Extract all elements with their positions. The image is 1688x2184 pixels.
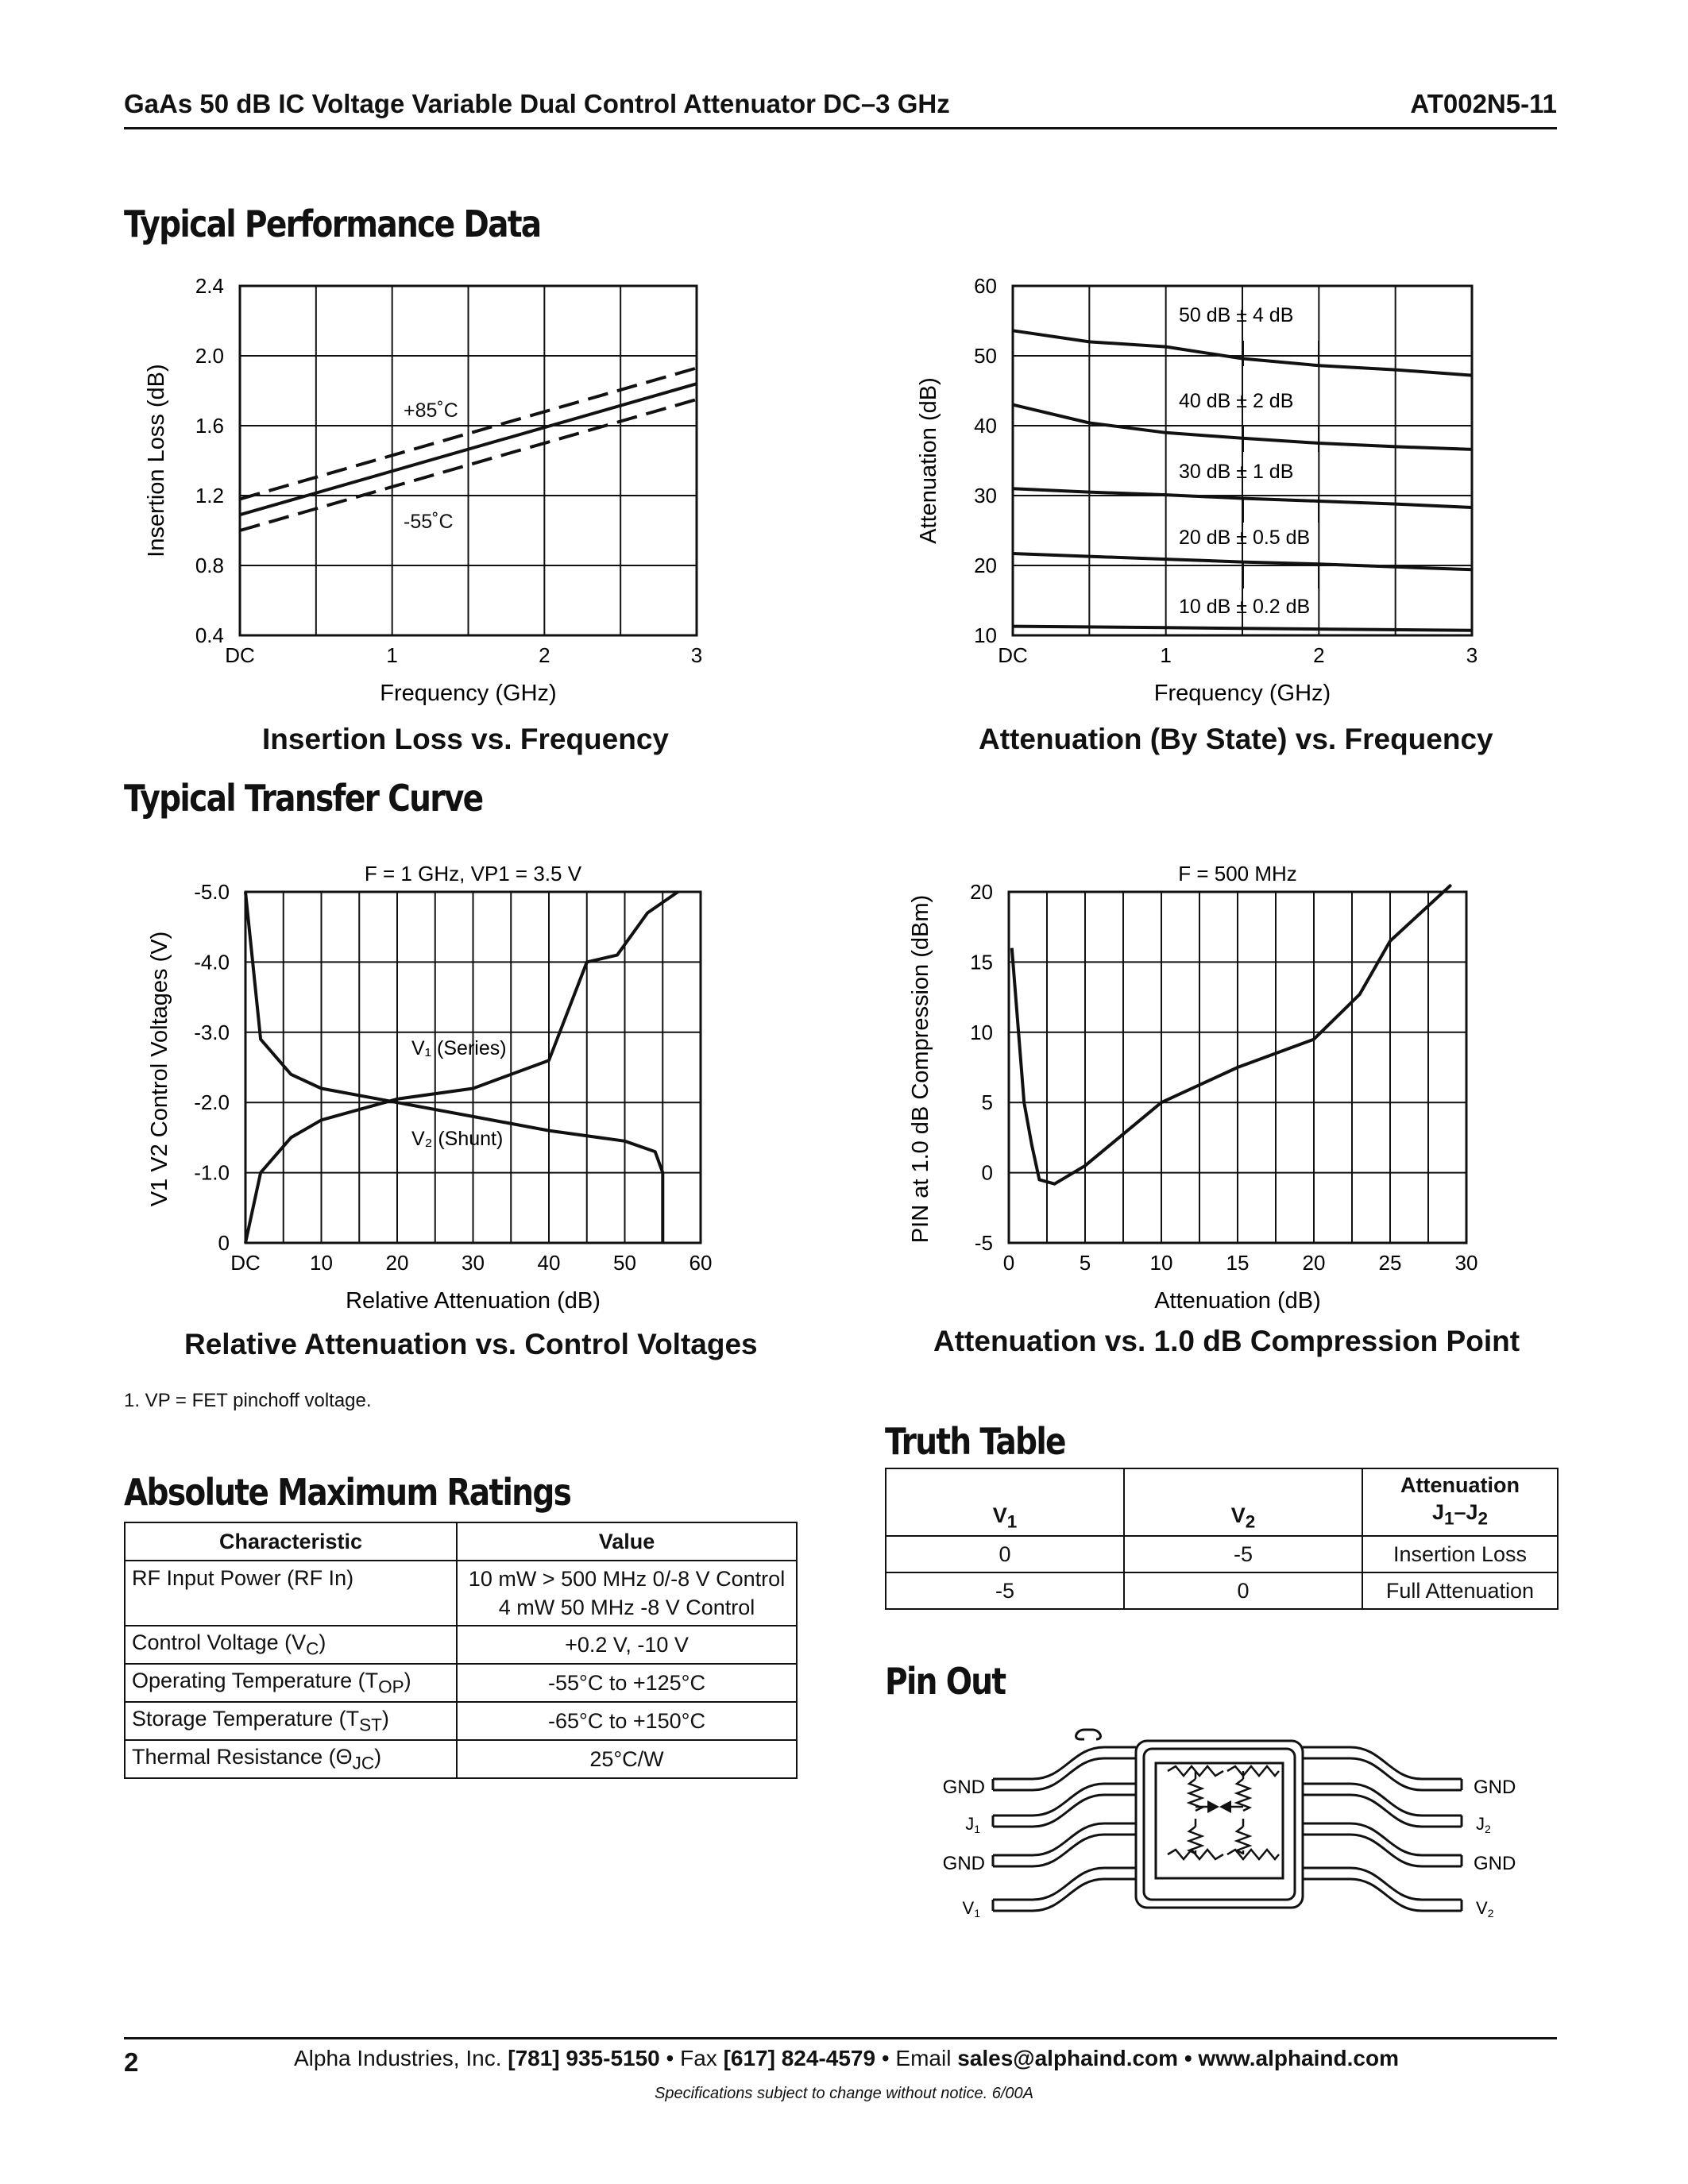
caption-transfer-curve: Relative Attenuation vs. Control Voltages (184, 1328, 758, 1360)
pin-lead-left (993, 1868, 1136, 1900)
x-tick-label: 2 (1313, 643, 1325, 667)
chart-attenuation-by-state (916, 274, 1477, 706)
caption-compression-point: Attenuation vs. 1.0 dB Compression Point (933, 1325, 1520, 1357)
truth-cell-att: Full Attenuation (1362, 1572, 1558, 1609)
pin-lead-right (1303, 1784, 1462, 1815)
pin-lead-left (993, 1879, 1136, 1911)
pin-lead-left (993, 1835, 1136, 1866)
x-tick-label: 30 (1454, 1251, 1478, 1275)
table-row (886, 1536, 1558, 1572)
series-label: 50 dB ± 4 dB (1179, 304, 1294, 326)
diode-arrow-right (1219, 1800, 1231, 1813)
x-tick-label: 1 (1160, 643, 1172, 667)
x-axis-label: Attenuation (dB) (1154, 1288, 1321, 1314)
ratings-value-line1: 10 mW > 500 MHz 0/-8 V Control (468, 1567, 786, 1591)
series-line (245, 892, 678, 1243)
doc-title: GaAs 50 dB IC Voltage Variable Dual Control Attenuator DC–3 GHz (124, 89, 950, 118)
truth-cell-v1: 0 (886, 1536, 1124, 1572)
series-label: 20 dB ± 0.5 dB (1179, 527, 1311, 549)
y-tick-label: -5 (974, 1231, 993, 1255)
footnote: 1. VP = FET pinchoff voltage. (124, 1390, 372, 1411)
y-tick-label: -2.0 (194, 1090, 230, 1115)
pin-lead-left (993, 1784, 1136, 1815)
y-axis-label: Insertion Loss (dB) (144, 364, 169, 558)
table-row (125, 1561, 797, 1626)
y-tick-label: 0.8 (195, 554, 224, 577)
pin-lead-right (1303, 1758, 1462, 1790)
x-tick-label: 20 (1302, 1251, 1326, 1275)
pin-label-gnd-right-1: GND (1474, 1777, 1516, 1798)
truth-cell-v1: -5 (886, 1572, 1124, 1609)
footer-email: sales@alphaind.com (957, 2046, 1179, 2070)
pin-lead-left (993, 1747, 1136, 1779)
footer-notice: Specifications subject to change without notice. 6/00A (655, 2085, 1033, 2102)
chart-title: F = 1 GHz, VP1 = 3.5 V (364, 862, 582, 886)
pin-label-gnd-left-1: GND (942, 1777, 985, 1798)
y-tick-label: 0 (218, 1231, 230, 1255)
pinout-diagram (914, 1723, 1517, 1938)
footer-fax-label: • Fax (659, 2046, 724, 2070)
ratings-char: Thermal Resistance $(\Theta_{JC})$ (125, 1740, 457, 1778)
annotation-label: -55˚C (404, 511, 454, 533)
pin-lead-right (1303, 1879, 1462, 1911)
x-tick-label: 60 (689, 1251, 713, 1275)
x-tick-label: 20 (385, 1251, 409, 1275)
footer-contact (294, 2046, 1399, 2071)
pin-lead-right (1303, 1868, 1462, 1900)
part-number: AT002N5-11 (1410, 89, 1557, 118)
ratings-value (457, 1561, 797, 1626)
series-label: 10 dB ± 0.2 dB (1179, 596, 1311, 618)
y-tick-label: 30 (974, 484, 997, 507)
y-tick-label: 2.4 (195, 274, 224, 298)
y-tick-label: -1.0 (194, 1160, 230, 1185)
footer-fax: [617] 824-4579 (723, 2046, 876, 2070)
section-truth: Truth Table (885, 1420, 1065, 1463)
truth-header-att-line1: Attenuation (1400, 1473, 1520, 1498)
table-row (125, 1626, 797, 1664)
ratings-char-text: RF Input Power (RF In) (132, 1566, 354, 1590)
ratings-char-text: Thermal Resistance (Θ (132, 1744, 353, 1769)
section-pinout: Pin Out (885, 1660, 1006, 1703)
ratings-value: -65°C to +150°C (457, 1702, 797, 1740)
y-tick-label: 1.2 (195, 484, 224, 507)
ratings-char: Operating Temperature $(T_{OP})$ (125, 1664, 457, 1702)
y-tick-label: 2.0 (195, 344, 224, 368)
section-ratings: Absolute Maximum Ratings (124, 1471, 571, 1514)
x-tick-label: 10 (310, 1251, 333, 1275)
x-tick-label: DC (998, 643, 1028, 667)
series-label: 40 dB ± 2 dB (1179, 390, 1294, 412)
series-line (1013, 627, 1472, 631)
truth-header-v2: $V_2$ (1124, 1468, 1362, 1536)
footer-web: • www.alphaind.com (1178, 2046, 1399, 2070)
section-transfer: Typical Transfer Curve (124, 777, 483, 820)
caption-insertion-loss: Insertion Loss vs. Frequency (262, 723, 669, 755)
truth-cell-v2: -5 (1124, 1536, 1362, 1572)
y-tick-label: 0.4 (195, 623, 224, 647)
y-tick-label: 15 (970, 950, 993, 974)
y-tick-label: 10 (970, 1020, 993, 1044)
series-line (1012, 885, 1451, 1184)
series-label: 30 dB ± 1 dB (1179, 461, 1294, 483)
x-axis-label: Frequency (GHz) (380, 681, 557, 706)
pin-lead-right (1303, 1747, 1462, 1779)
ratings-char-text: Operating Temperature (T (132, 1668, 379, 1692)
chart-title: F = 500 MHz (1178, 862, 1297, 886)
y-tick-label: -3.0 (194, 1020, 230, 1044)
pin-label-v1: V1 (962, 1898, 980, 1920)
x-tick-label: 3 (690, 643, 703, 667)
y-axis-label: Attenuation (dB) (916, 377, 941, 544)
ratings-char: Storage Temperature $(T_{ST})$ (125, 1702, 457, 1740)
ratings-value-line2: 4 mW 50 MHz -8 V Control (498, 1596, 755, 1619)
x-tick-label: 10 (1149, 1251, 1173, 1275)
y-tick-label: 5 (981, 1090, 993, 1115)
x-tick-label: 15 (1226, 1251, 1250, 1275)
y-axis-label: V1 V2 Control Voltages (V) (147, 931, 172, 1207)
pin-lead-right (1303, 1835, 1462, 1866)
y-tick-label: 0 (981, 1160, 993, 1185)
section-performance: Typical Performance Data (124, 203, 541, 245)
ratings-char (125, 1561, 457, 1626)
y-tick-label: 1.6 (195, 414, 224, 438)
ratings-char-sub: JC (352, 1753, 375, 1773)
x-tick-label: 1 (386, 643, 398, 667)
footer-company: Alpha Industries, Inc. (294, 2046, 508, 2070)
truth-header-v1: $V_1$ (886, 1468, 1124, 1536)
y-tick-label: 60 (974, 274, 997, 298)
chart-insertion-loss (144, 274, 702, 706)
pin-label-j2: J2 (1476, 1814, 1491, 1835)
pin-lead-right (1303, 1795, 1462, 1827)
ratings-char-text: Control Voltage (V (132, 1630, 307, 1654)
x-tick-label: 5 (1079, 1251, 1091, 1275)
series-label: V₂ (Shunt) (411, 1128, 504, 1150)
pin-lead-left (993, 1758, 1136, 1790)
pin-lead-left (993, 1823, 1136, 1855)
series-label: V₁ (Series) (411, 1037, 507, 1059)
caption-attenuation-by-state: Attenuation (By State) vs. Frequency (979, 723, 1493, 755)
y-tick-label: -5.0 (194, 880, 230, 904)
x-tick-label: 2 (539, 643, 550, 667)
truth-header-row (886, 1468, 1558, 1536)
footer-phone: [781] 935-5150 (508, 2046, 660, 2070)
y-tick-label: 50 (974, 344, 997, 368)
x-tick-label: 3 (1466, 643, 1478, 667)
ratings-value: 25°C/W (457, 1740, 797, 1778)
y-tick-label: 10 (974, 623, 997, 647)
chart-compression-point (908, 862, 1477, 1314)
ratings-char-sub: ST (359, 1715, 382, 1735)
x-tick-label: DC (225, 643, 255, 667)
ratings-value: -55°C to +125°C (457, 1664, 797, 1702)
chart-transfer-curve (147, 862, 712, 1314)
truth-header-att-line2: $J_1-J_2$ (1431, 1500, 1489, 1529)
y-tick-label: 20 (970, 880, 993, 904)
page-number: 2 (124, 2047, 139, 2077)
ratings-char: Control Voltage $(V_C)$ (125, 1626, 457, 1664)
ratings-value: +0.2 V, -10 V (457, 1626, 797, 1664)
x-tick-label: 30 (462, 1251, 485, 1275)
pin-label-v2: V2 (1476, 1898, 1494, 1920)
truth-cell-v2: 0 (1124, 1572, 1362, 1609)
x-tick-label: DC (230, 1251, 261, 1275)
annotation-label: +85˚C (404, 399, 458, 422)
ratings-header-row (125, 1522, 797, 1561)
pin-label-gnd-right-2: GND (1474, 1853, 1516, 1874)
footer-email-label: • Email (875, 2046, 958, 2070)
x-tick-label: 40 (537, 1251, 561, 1275)
ratings-char-sub: C (306, 1638, 319, 1659)
truth-header-attenuation (1362, 1468, 1558, 1536)
footer-rule (124, 2037, 1557, 2039)
y-tick-label: -4.0 (194, 950, 230, 974)
series-line (245, 892, 662, 1243)
y-tick-label: 20 (974, 554, 997, 577)
pin-lead-left (993, 1795, 1136, 1827)
ratings-header-value: Value (457, 1522, 797, 1561)
pin-lead-right (1303, 1823, 1462, 1855)
ratings-char-sub: OP (378, 1677, 404, 1697)
table-row (886, 1572, 1558, 1609)
y-tick-label: 40 (974, 414, 997, 438)
y-axis-label: PIN at 1.0 dB Compression (dBm) (908, 894, 933, 1244)
ratings-char-text: Storage Temperature (T (132, 1706, 360, 1731)
x-axis-label: Frequency (GHz) (1153, 681, 1331, 706)
table-row (125, 1664, 797, 1702)
table-row (125, 1702, 797, 1740)
diode-arrow-left (1207, 1800, 1219, 1813)
ratings-table (124, 1522, 798, 1779)
x-axis-label: Relative Attenuation (dB) (346, 1288, 601, 1314)
x-tick-label: 0 (1002, 1251, 1015, 1275)
truth-table (885, 1468, 1559, 1610)
x-tick-label: 25 (1378, 1251, 1402, 1275)
pin-label-gnd-left-2: GND (942, 1853, 985, 1874)
x-tick-label: 50 (613, 1251, 636, 1275)
pin-label-j1: J1 (965, 1814, 980, 1835)
table-row (125, 1740, 797, 1778)
ratings-header-characteristic: Characteristic (125, 1522, 457, 1561)
truth-cell-att: Insertion Loss (1362, 1536, 1558, 1572)
